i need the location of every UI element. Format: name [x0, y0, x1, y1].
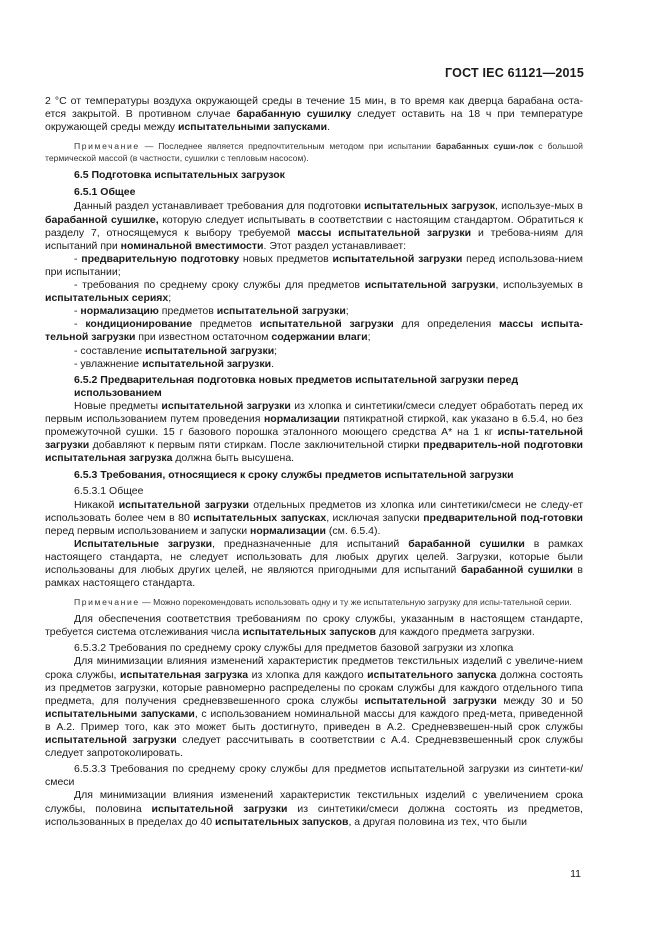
- section-heading-6-5-2: 6.5.2 Предварительная подготовка новых предметов испытательной загрузки перед использованием: [74, 373, 519, 399]
- paragraph: Для минимизации влияния изменений характеристик текстильных изделий с увеличением срока службы, половина испытательной загрузки из синтетики/смеси должна состоять из предметов, использованных в пределах до 40 испытательных запусков, а другая половина из тех, что были: [45, 789, 583, 828]
- section-heading-6-5-3-2: 6.5.3.2 Требования по среднему сроку службы для предметов базовой загрузки из хлопка: [74, 642, 514, 655]
- paragraph: 2 °C от температуры воздуха окружающей среды в течение 15 мин, в то время как дверца барабана оста-ется закрытой. В противном случае барабанную сушилку следует оставить на 18 ч при температуре окружающей среды между испытательными запусками.: [45, 95, 583, 134]
- paragraph: Испытательные загрузки, предназначенные для испытаний барабанной сушилки в рамках настоящего стандарта, не следует использовать для любых других целей. Загрузки, которые были использованы для любых других целей, не являются пригодными для испытаний барабанной сушилки в рамках настоящего стандарта.: [45, 537, 584, 590]
- paragraph: Для обеспечения соответствия требованиям по сроку службы, указанным в настоящем стандарте, требуется система отслеживания числа испытательных запусков для каждого предмета загрузки.: [45, 613, 583, 639]
- list-item: - нормализацию предметов испытательной загрузки;: [74, 305, 349, 318]
- list-item: - увлажнение испытательной загрузки.: [74, 357, 275, 370]
- paragraph: Для минимизации влияния изменений характеристик предметов текстильных изделий с увеличе-нием срока службы, испытательная загрузка из хлопка для каждого испытательного запуска должна состоять из предметов загрузки, которые равномерно распределены по срокам службы для каждого отдельного типа предмета, для получения средневзвешенного срока службы испытательной загрузки между 30 и 50 испытательными запусками, с использованием номинальной массы для каждого пред-мета, приведенной в А.2. Пример того, как это может быть достигнуто, приведен в А.2. Средневзвешен-ный срок службы испытательной загрузки следует рассчитывать в соответствии с А.4. Средневзвешенный срок службы следует запротоколировать.: [45, 655, 584, 760]
- section-heading-6-5-3: 6.5.3 Требования, относящиеся к сроку службы предметов испытательной загрузки: [74, 469, 514, 482]
- list-item: - составление испытательной загрузки;: [74, 344, 278, 357]
- list-item: - требования по среднему сроку службы для предметов испытательной загрузки, используемых в испытательных сериях;: [45, 279, 583, 305]
- page-number: 11: [570, 868, 581, 880]
- note: Примечание — Последнее является предпочтительным методом при испытании барабанных суши-лок с большой термической массой (в частности, сушилки с тепловым насосом).: [45, 141, 583, 164]
- paragraph: Никакой испытательной загрузки отдельных предметов из хлопка или синтетики/смеси не следу-ет использовать более чем в 80 испытательных запусках, исключая запуски предварительной под-готовки перед первым использованием и запуски нормализации (см. 6.5.4).: [45, 498, 584, 537]
- section-heading-6-5-3-1: 6.5.3.1 Общее: [74, 485, 144, 498]
- paragraph: Данный раздел устанавливает требования для подготовки испытательных загрузок, используе-мых в барабанной сушилке, которую следует испытывать в соответствии с настоящим стандартом. Обратиться к разделу 7, относящемуся к выбору требуемой массы испытательной загрузки и требова-ниям для испытаний при номинальной вместимости. Этот раздел устанавливает:: [45, 200, 584, 252]
- section-heading-6-5: 6.5 Подготовка испытательных загрузок: [74, 169, 285, 182]
- standard-header: ГОСТ IEC 61121—2015: [445, 66, 584, 80]
- section-heading-6-5-1: 6.5.1 Общее: [74, 186, 136, 199]
- section-heading-6-5-3-3: 6.5.3.3 Требования по среднему сроку службы для предметов испытательной загрузки из синтети-ки/смеси: [45, 763, 583, 789]
- list-item: - кондиционирование предметов испытательной загрузки для определения массы испыта-тельной загрузки при известном остаточном содержании влаги;: [45, 318, 583, 344]
- paragraph: Новые предметы испытательной загрузки из хлопка и синтетики/смеси следует обработать перед их первым использованием путем проведения нормализации пятикратной стиркой, как указано в 6.5.4, но без промежуточной сушки. 15 г базового порошка эталонного моющего средства А* на 1 кг испы-тательной загрузки добавляют к первым пяти стиркам. После заключительной стирки предваритель-ной подготовки испытательная загрузка должна быть высушена.: [45, 399, 583, 465]
- note: Примечание — Можно порекомендовать использовать одну и ту же испытательную загрузку для испы-тательной серии.: [74, 597, 572, 608]
- list-item: - предварительную подготовку новых предметов испытательной загрузки перед использова-нием при испытании;: [45, 252, 583, 278]
- document-body: [45, 95, 583, 829]
